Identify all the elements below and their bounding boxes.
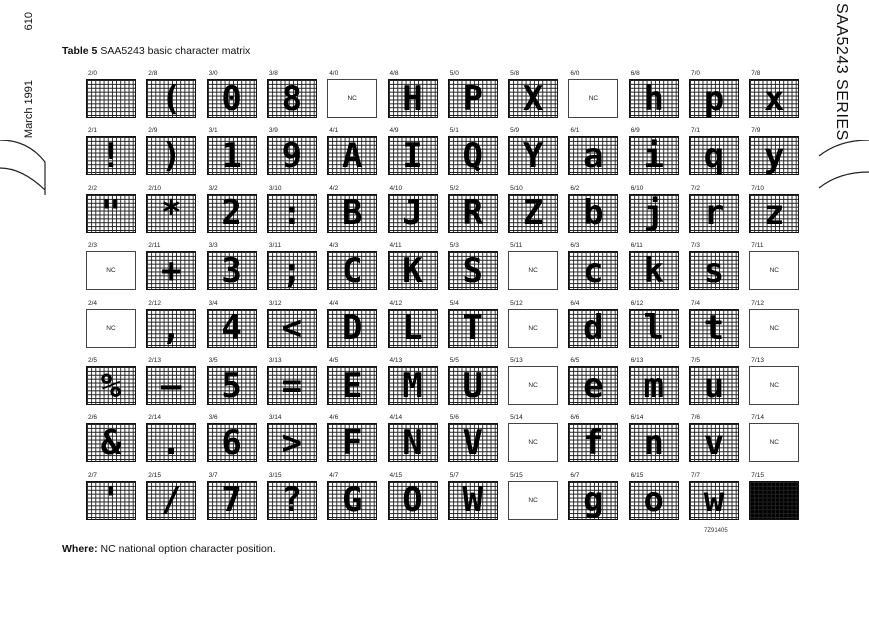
character-cell <box>629 481 679 520</box>
character-cell <box>629 309 679 348</box>
character-cell <box>749 194 799 233</box>
cell-code-label: 3/15 <box>268 471 282 479</box>
cell-code-label: 5/11 <box>510 242 523 250</box>
character-glyph: r <box>703 193 725 233</box>
cell-code-label: 3/2 <box>208 184 218 192</box>
cell-code-label: 7/6 <box>691 414 701 422</box>
character-glyph: h <box>643 79 664 118</box>
character-glyph: p <box>703 79 725 118</box>
cell-code-label: 3/14 <box>268 414 282 422</box>
character-cell <box>207 136 257 175</box>
character-glyph: F <box>341 423 363 463</box>
cell-code-label: 2/5 <box>88 357 98 364</box>
character-cell <box>388 423 438 462</box>
character-glyph: 6 <box>221 423 242 463</box>
cell-code-label: 7/2 <box>691 184 701 192</box>
character-cell <box>207 79 257 118</box>
character-cell <box>267 251 317 290</box>
character-cell <box>267 366 317 405</box>
character-cell <box>568 194 618 233</box>
character-glyph: > <box>281 423 303 463</box>
character-cell <box>629 79 679 118</box>
character-cell <box>146 423 196 462</box>
character-glyph: s <box>703 251 725 291</box>
nc-label: NC <box>528 267 538 275</box>
character-glyph: w <box>703 480 725 520</box>
nc-cell <box>508 251 558 290</box>
character-glyph: 2 <box>221 193 242 233</box>
cell-code-label: 6/12 <box>630 299 644 307</box>
character-cell <box>388 194 438 233</box>
nc-label: NC <box>528 439 538 447</box>
series-title: SAA5243 SERIES <box>833 3 850 141</box>
character-glyph: 0 <box>221 79 242 118</box>
character-cell <box>448 136 498 175</box>
cell-code-label: 7/0 <box>691 70 701 77</box>
cell-code-label: 5/2 <box>449 184 459 192</box>
character-cell <box>388 79 438 118</box>
character-cell <box>689 251 739 290</box>
cell-code-label: 4/6 <box>329 414 339 422</box>
nc-label: NC <box>769 267 779 275</box>
character-glyph: g <box>583 480 604 520</box>
character-cell <box>207 194 257 233</box>
table-title: SAA5243 basic character matrix <box>100 45 251 57</box>
character-cell <box>146 79 196 118</box>
cell-code-label: 7/8 <box>751 70 761 77</box>
character-cell <box>448 366 498 405</box>
character-glyph: , <box>161 308 182 348</box>
character-cell <box>568 481 618 520</box>
character-cell <box>508 136 558 175</box>
character-glyph: < <box>281 308 303 348</box>
cell-code-label: 7/5 <box>691 357 701 364</box>
character-glyph: x <box>764 79 785 118</box>
cell-code-label: 7/14 <box>751 414 764 422</box>
cell-code-label: 5/15 <box>510 471 523 479</box>
cell-code-label: 6/7 <box>570 471 580 479</box>
cell-code-label: 2/11 <box>148 242 161 250</box>
character-glyph: N <box>402 423 423 463</box>
cell-code-label: 2/3 <box>88 242 98 250</box>
cell-code-label: 5/5 <box>449 357 459 364</box>
character-cell <box>629 251 679 290</box>
character-cell <box>388 366 438 405</box>
character-glyph: l <box>643 308 664 348</box>
figure-code: 7Z91405 <box>704 528 728 534</box>
character-cell <box>629 366 679 405</box>
character-cell <box>568 251 618 290</box>
nc-label: NC <box>347 95 357 102</box>
character-glyph: E <box>341 366 363 405</box>
character-cell <box>749 481 799 520</box>
cell-code-label: 2/15 <box>148 471 161 479</box>
character-cell <box>629 136 679 175</box>
cell-code-label: 7/15 <box>751 471 764 479</box>
character-cell <box>629 194 679 233</box>
publication-date: March 1991 <box>23 80 35 139</box>
cell-code-label: 4/5 <box>329 357 339 364</box>
character-glyph: X <box>522 79 544 118</box>
cell-code-label: 3/6 <box>208 414 218 422</box>
character-cell <box>207 481 257 520</box>
character-glyph: u <box>703 366 725 405</box>
cell-code-label: 5/9 <box>510 127 520 135</box>
character-cell <box>568 423 618 462</box>
character-glyph: P <box>462 79 484 118</box>
character-glyph: ( <box>161 79 182 118</box>
cell-code-label: 6/6 <box>570 414 580 422</box>
cell-code-label: 4/8 <box>389 70 399 77</box>
character-cell <box>146 309 196 348</box>
cell-code-label: 5/7 <box>449 471 459 479</box>
character-cell <box>146 136 196 175</box>
cell-code-label: 2/1 <box>88 127 98 135</box>
cell-code-label: 2/0 <box>88 70 98 77</box>
cell-code-label: 2/9 <box>148 127 158 135</box>
character-glyph: Y <box>522 136 544 176</box>
where-text: NC national option character position. <box>100 543 276 555</box>
cell-code-label: 7/12 <box>751 299 764 307</box>
character-glyph: I <box>402 136 423 176</box>
cell-code-label: 2/14 <box>148 414 161 422</box>
cell-code-label: 4/15 <box>389 471 403 479</box>
character-glyph: q <box>703 136 725 176</box>
character-glyph: 3 <box>221 251 242 291</box>
character-glyph: " <box>100 193 122 233</box>
cell-code-label: 5/6 <box>449 414 459 422</box>
nc-label: NC <box>588 95 599 102</box>
character-cell <box>508 194 558 233</box>
character-glyph: ) <box>161 136 182 176</box>
cell-code-label: 4/9 <box>389 127 399 135</box>
cell-code-label: 4/11 <box>389 242 402 250</box>
nc-cell <box>86 309 136 348</box>
nc-label: NC <box>106 267 116 275</box>
character-glyph: B <box>341 193 363 233</box>
character-cell <box>86 481 136 520</box>
character-glyph: . <box>161 423 182 463</box>
character-glyph: S <box>462 251 484 291</box>
character-glyph: 5 <box>221 366 242 405</box>
cell-code-label: 2/4 <box>88 299 98 307</box>
cell-code-label: 6/10 <box>630 184 644 192</box>
character-cell <box>327 251 377 290</box>
cell-code-label: 6/11 <box>630 242 643 250</box>
cell-code-label: 7/11 <box>751 242 764 250</box>
character-glyph: A <box>341 136 363 176</box>
character-glyph: a <box>583 136 604 176</box>
cell-code-label: 4/0 <box>329 70 339 77</box>
character-glyph: C <box>341 251 363 291</box>
character-cell <box>86 79 136 118</box>
cell-code-label: 3/1 <box>208 127 218 135</box>
cell-code-label: 6/5 <box>570 357 580 364</box>
character-cell <box>327 309 377 348</box>
character-cell <box>629 423 679 462</box>
cell-code-label: 6/15 <box>630 471 644 479</box>
character-cell <box>146 251 196 290</box>
character-glyph: n <box>643 423 664 463</box>
character-glyph: = <box>281 366 303 405</box>
character-cell <box>749 79 799 118</box>
character-glyph: b <box>583 193 604 233</box>
character-glyph: d <box>583 308 604 348</box>
character-cell <box>448 194 498 233</box>
page-number: 610 <box>23 12 35 31</box>
character-cell <box>689 79 739 118</box>
nc-cell <box>749 366 799 405</box>
character-glyph: O <box>402 480 423 520</box>
character-cell <box>508 79 558 118</box>
nc-cell <box>749 309 799 348</box>
nc-label: NC <box>106 324 116 332</box>
cell-code-label: 3/3 <box>208 242 218 250</box>
character-glyph: o <box>643 480 664 520</box>
nc-cell <box>508 423 558 462</box>
character-cell <box>689 309 739 348</box>
nc-cell <box>749 423 799 462</box>
character-cell <box>146 194 196 233</box>
character-glyph: 8 <box>281 79 303 118</box>
cell-code-label: 2/13 <box>148 357 161 364</box>
cell-code-label: 2/2 <box>88 184 98 192</box>
cell-code-label: 4/3 <box>329 242 339 250</box>
nc-label: NC <box>769 324 779 332</box>
cell-code-label: 3/4 <box>208 299 218 307</box>
character-cell <box>448 79 498 118</box>
cell-code-label: 4/4 <box>329 299 339 307</box>
character-glyph: % <box>100 366 122 405</box>
cell-code-label: 7/7 <box>691 471 701 479</box>
cell-code-label: 3/9 <box>268 127 278 135</box>
character-cell <box>749 136 799 175</box>
character-cell <box>388 309 438 348</box>
cell-code-label: 2/10 <box>148 184 161 192</box>
character-glyph: v <box>703 423 725 463</box>
character-glyph: j <box>643 193 664 233</box>
nc-cell <box>508 309 558 348</box>
cell-code-label: 5/14 <box>510 414 523 422</box>
character-cell <box>267 136 317 175</box>
character-cell <box>689 423 739 462</box>
character-cell <box>267 194 317 233</box>
character-cell <box>146 481 196 520</box>
character-glyph: W <box>462 480 484 520</box>
character-glyph: V <box>462 423 484 463</box>
cell-code-label: 7/3 <box>691 242 701 250</box>
nc-cell <box>508 481 558 520</box>
character-cell <box>388 481 438 520</box>
cell-code-label: 3/0 <box>208 70 218 77</box>
character-cell <box>568 136 618 175</box>
cell-code-label: 7/9 <box>751 127 761 135</box>
cell-code-label: 3/12 <box>268 299 282 307</box>
nc-label: NC <box>528 324 538 332</box>
character-cell <box>388 136 438 175</box>
character-glyph: M <box>402 366 423 405</box>
where-note <box>62 543 276 555</box>
nc-label: NC <box>528 496 538 504</box>
character-glyph: * <box>161 193 182 233</box>
cell-code-label: 3/8 <box>268 70 278 77</box>
character-glyph: ? <box>281 480 303 520</box>
cell-code-label: 5/10 <box>510 184 523 192</box>
cell-code-label: 3/5 <box>208 357 218 364</box>
character-cell <box>86 366 136 405</box>
cell-code-label: 6/9 <box>630 127 640 135</box>
character-cell <box>86 423 136 462</box>
character-glyph: Q <box>462 136 484 176</box>
character-glyph: T <box>462 308 484 348</box>
nc-cell <box>568 79 618 118</box>
cell-code-label: 3/13 <box>268 357 282 364</box>
cell-code-label: 6/13 <box>630 357 644 364</box>
cell-code-label: 6/8 <box>630 70 640 77</box>
character-glyph: c <box>583 251 604 291</box>
character-cell <box>267 79 317 118</box>
character-glyph: Z <box>522 193 544 233</box>
table-label: Table 5 <box>62 45 98 57</box>
character-cell <box>327 194 377 233</box>
character-cell <box>568 366 618 405</box>
character-cell <box>207 309 257 348</box>
nc-cell <box>86 251 136 290</box>
character-glyph: / <box>161 480 182 520</box>
character-glyph: L <box>402 308 423 348</box>
table-caption <box>62 45 250 57</box>
character-cell <box>327 481 377 520</box>
cell-code-label: 6/3 <box>570 242 580 250</box>
character-glyph: : <box>281 193 303 233</box>
character-glyph: K <box>402 251 423 291</box>
character-cell <box>689 136 739 175</box>
character-glyph: D <box>341 308 363 348</box>
character-cell <box>327 423 377 462</box>
cell-code-label: 2/12 <box>148 299 161 307</box>
cell-code-label: 6/14 <box>630 414 644 422</box>
character-glyph: R <box>462 193 484 233</box>
cell-code-label: 7/10 <box>751 184 764 192</box>
cell-code-label: 5/4 <box>449 299 459 307</box>
where-label: Where: <box>62 543 98 555</box>
character-glyph: y <box>764 136 785 176</box>
character-cell <box>568 309 618 348</box>
cell-code-label: 2/7 <box>88 471 98 479</box>
cell-code-label: 5/3 <box>449 242 459 250</box>
cell-code-label: 4/10 <box>389 184 403 192</box>
cell-code-label: 6/2 <box>570 184 580 192</box>
cell-code-label: 7/13 <box>751 357 764 364</box>
nc-cell <box>749 251 799 290</box>
character-glyph: z <box>764 193 785 233</box>
cell-code-label: 6/0 <box>570 70 580 77</box>
character-cell <box>86 194 136 233</box>
cell-code-label: 2/6 <box>88 414 98 422</box>
right-margin-tab <box>799 140 869 190</box>
character-cell <box>689 194 739 233</box>
character-cell <box>327 136 377 175</box>
character-cell <box>689 481 739 520</box>
cell-code-label: 5/8 <box>510 70 520 77</box>
character-cell <box>448 309 498 348</box>
character-glyph: m <box>643 366 664 405</box>
character-cell <box>267 309 317 348</box>
cell-code-label: 4/14 <box>389 414 403 422</box>
cell-code-label: 4/2 <box>329 184 339 192</box>
character-cell <box>86 136 136 175</box>
character-glyph: J <box>402 193 423 233</box>
cell-code-label: 2/8 <box>148 70 158 77</box>
cell-code-label: 3/11 <box>268 242 282 250</box>
cell-code-label: 4/1 <box>329 127 339 135</box>
character-glyph: & <box>100 423 122 463</box>
cell-code-label: 5/1 <box>449 127 459 135</box>
cell-code-label: 6/1 <box>570 127 580 135</box>
character-glyph: k <box>643 251 664 291</box>
character-cell <box>267 481 317 520</box>
cell-code-label: 4/7 <box>329 471 339 479</box>
character-glyph: ; <box>281 251 303 291</box>
character-glyph: 7 <box>221 480 242 520</box>
character-cell <box>207 366 257 405</box>
character-cell <box>448 251 498 290</box>
cell-code-label: 5/12 <box>510 299 523 307</box>
cell-code-label: 5/0 <box>449 70 459 77</box>
nc-label: NC <box>769 382 779 389</box>
character-glyph: 1 <box>221 136 242 176</box>
character-cell <box>388 251 438 290</box>
cell-code-label: 4/13 <box>389 357 403 364</box>
character-glyph: U <box>462 366 484 405</box>
character-cell <box>146 366 196 405</box>
cell-code-label: 3/10 <box>268 184 282 192</box>
cell-code-label: 7/1 <box>691 127 701 135</box>
character-glyph: H <box>402 79 423 118</box>
cell-code-label: 6/4 <box>570 299 580 307</box>
left-margin-tab <box>0 140 60 195</box>
character-cell <box>207 251 257 290</box>
character-cell <box>689 366 739 405</box>
character-glyph: 4 <box>221 308 242 348</box>
nc-cell <box>327 79 377 118</box>
character-glyph: G <box>341 480 363 520</box>
character-glyph: ' <box>100 480 122 520</box>
character-cell <box>327 366 377 405</box>
character-glyph: e <box>583 366 604 405</box>
character-cell <box>267 423 317 462</box>
character-glyph: ! <box>100 136 122 176</box>
character-cell <box>448 481 498 520</box>
character-glyph: — <box>161 366 182 405</box>
character-glyph: t <box>703 308 725 348</box>
character-cell <box>207 423 257 462</box>
cell-code-label: 4/12 <box>389 299 403 307</box>
nc-label: NC <box>769 439 779 447</box>
cell-code-label: 3/7 <box>208 471 218 479</box>
nc-cell <box>508 366 558 405</box>
character-glyph: 9 <box>281 136 303 176</box>
cell-code-label: 5/13 <box>510 357 523 364</box>
cell-code-label: 7/4 <box>691 299 701 307</box>
character-glyph: i <box>643 136 664 176</box>
character-glyph: + <box>161 251 182 291</box>
character-cell <box>448 423 498 462</box>
character-glyph: f <box>583 423 604 463</box>
nc-label: NC <box>528 382 538 389</box>
